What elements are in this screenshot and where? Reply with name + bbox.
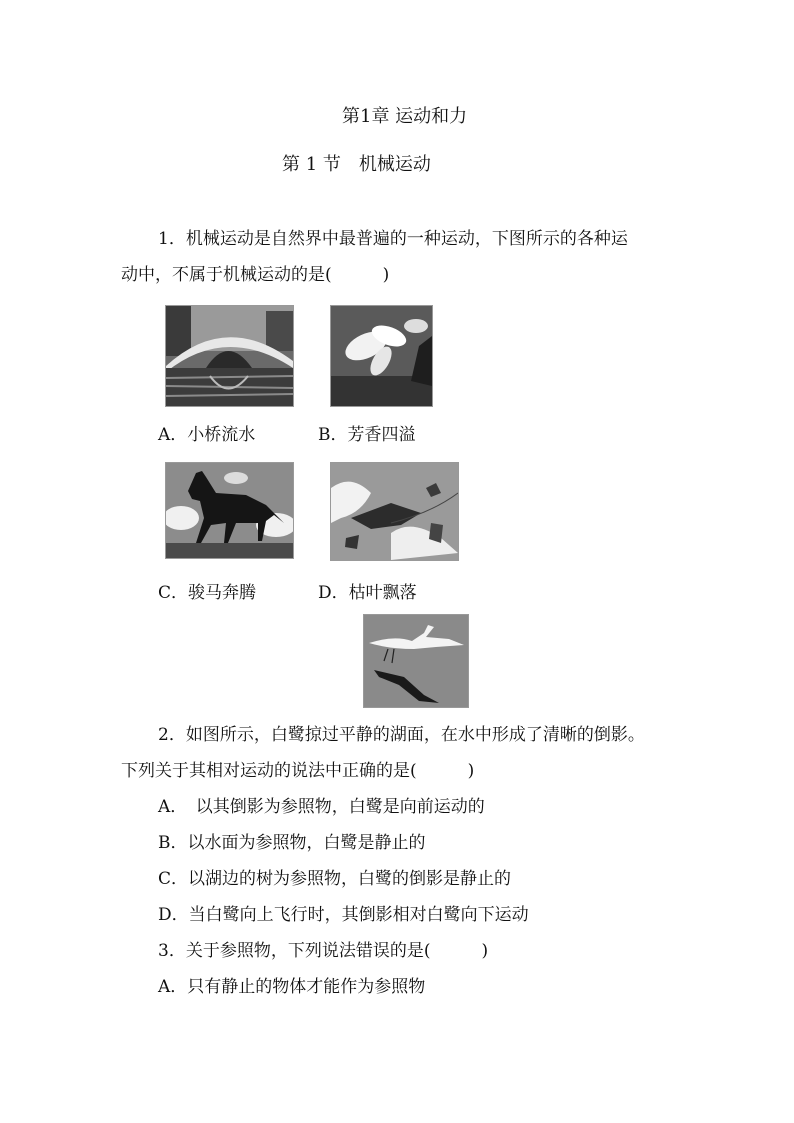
- q2-stem-line2: 下列关于其相对运动的说法中正确的是( ): [121, 761, 475, 781]
- q1-option-a: A．小桥流水: [158, 425, 256, 445]
- egret-photo: [363, 614, 469, 708]
- flowers-photo: [330, 305, 433, 407]
- q2-stem-line1: 2．如图所示，白鹭掠过平静的湖面，在水中形成了清晰的倒影。: [158, 725, 645, 745]
- q1-stem-line1: 1．机械运动是自然界中最普遍的一种运动，下图所示的各种运: [158, 229, 628, 249]
- q1-stem-line2: 动中，不属于机械运动的是( ): [121, 265, 390, 285]
- q2-option-a: A． 以其倒影为参照物，白鹭是向前运动的: [158, 797, 485, 817]
- horse-photo: [165, 462, 294, 559]
- q3-stem: 3．关于参照物，下列说法错误的是( ): [158, 941, 489, 961]
- chapter-title: 第1章 运动和力: [342, 106, 468, 127]
- bridge-photo: [165, 305, 294, 407]
- q3-option-a: A．只有静止的物体才能作为参照物: [158, 977, 426, 997]
- q1-option-b: B．芳香四溢: [318, 425, 416, 445]
- q2-option-c: C．以湖边的树为参照物，白鹭的倒影是静止的: [158, 869, 512, 889]
- section-title: 第 1 节 机械运动: [282, 154, 431, 175]
- q1-option-d: D．枯叶飘落: [318, 583, 417, 603]
- leaves-photo: [330, 462, 459, 561]
- q2-option-d: D．当白鹭向上飞行时，其倒影相对白鹭向下运动: [158, 905, 529, 925]
- q2-option-b: B．以水面为参照物，白鹭是静止的: [158, 833, 426, 853]
- q1-option-c: C．骏马奔腾: [158, 583, 257, 603]
